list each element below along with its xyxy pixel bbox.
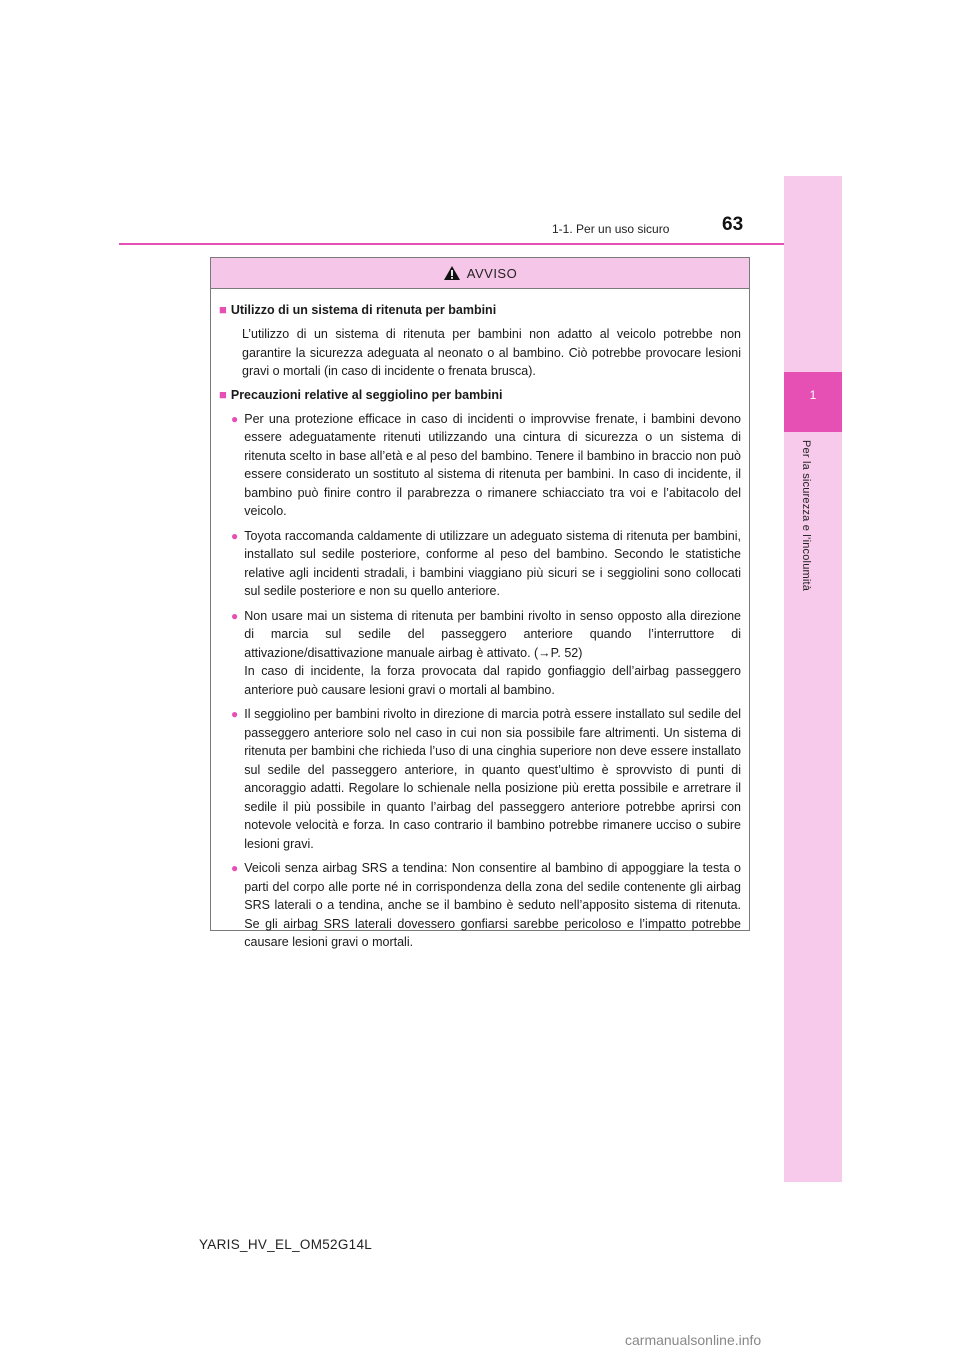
chapter-number: 1 [809,388,817,402]
chapter-active-marker [784,372,842,432]
section-heading-text: Utilizzo di un sistema di ritenuta per bambini [230,303,497,317]
section-heading-text: Precauzioni relative al seggiolino per bambini [230,387,503,402]
warning-body [211,289,749,952]
list-item [231,410,741,521]
section-heading [219,301,741,319]
document-code: YARIS_HV_EL_OM52G14L [199,1237,373,1252]
list-item [231,527,741,601]
list-item [231,859,741,952]
section-title: 1-1. Per un uso sicuro [552,222,670,236]
circle-bullet-icon: ● [231,528,239,543]
square-bullet-icon: ■ [219,302,227,317]
list-item-text: Veicoli senza airbag SRS a tendina: Non consentire al bambino di appoggiare la testa o parti del corpo alle porte né in corrispondenza della zona del sedile contenente gli airbag SRS laterali o a tendina, anche se il bambino è seduto nell’apposito sistema di ritenuta. Se gli airbag SRS laterali dovessero gonfiarsi sarebbe pericoloso e l’impatto potrebbe causare lesioni gravi o mortali. [244,861,741,949]
list-item [231,705,741,853]
watermark: carmanualsonline.info [625,1332,762,1348]
section-heading [219,386,741,404]
warning-header [211,258,749,289]
chapter-side-tab [784,176,842,1182]
list-item-text: Il seggiolino per bambini rivolto in direzione di marcia potrà essere installato sul sedile del passeggero anteriore solo nel caso in cui non sia possibile fare altrimenti. Un sistema di ritenuta per bambini che richieda l’uso di una cinghia superiore non deve essere installato sul sedile del passeggero anteriore, in quanto quest’ultimo è sprovvisto di punti di ancoraggio adatti. Regolare lo schienale nella posizione più eretta possibile e arretrare il sedile il più possibile in quanto l’airbag del passeggero anteriore potrebbe aprirsi con notevole velocità e forza. In caso contrario il bambino potrebbe rimanere ucciso o subire lesioni gravi. [244,707,741,851]
square-bullet-icon: ■ [219,386,227,402]
list-item-text: Toyota raccomanda caldamente di utilizzare un adeguato sistema di ritenuta per bambini, installato sul sedile posteriore, conforme al peso del bambino. Secondo le statistiche relative agli incidenti stradali, i bambini viaggiano più sicuri se i seggiolini sono collocati sul sedile posteriore e non su quello anteriore. [244,528,741,598]
section-paragraph: L’utilizzo di un sistema di ritenuta per bambini non adatto al veicolo potrebbe non garantire la sicurezza adeguata al neonato o al bambino. Ciò potrebbe provocare lesioni gravi o mortali (in caso di incidente o frenata brusca). [242,327,741,378]
page-number: 63 [722,214,744,235]
list-item-text: Non usare mai un sistema di ritenuta per bambini rivolto in senso opposto alla direzione di marcia sul sedile del passeggero anteriore quando l’interruttore di attivazione/disattivazione manuale airbag è attivato. (→P. 52) In caso di incidente, la forza provocata dal rapido gonfiaggio dell’airbag passeggero anteriore può causare lesioni gravi o mortali al bambino. [244,608,741,697]
warning-title: AVVISO [466,265,518,281]
circle-bullet-icon: ● [231,608,239,623]
chapter-label: Per la sicurezza e l’incolumità [800,440,812,592]
list-item [231,607,741,700]
circle-bullet-icon: ● [231,411,239,426]
circle-bullet-icon: ● [231,707,239,721]
list-item-text: Per una protezione efficace in caso di incidenti o improvvise frenate, i bambini devono essere adeguatamente ritenuti utilizzando una cintura di sicurezza o un sistema di ritenuta scelto in base all’età e al peso del bambino. Tenere il bambino in braccio non può essere considerato un sostituto al sistema di ritenuta per bambini. In caso di incidente, il bambino può finire contro il parabrezza o rimanere schiacciato tra voi e l’abitacolo del veicolo. [244,411,741,518]
header-rule [119,243,784,245]
warning-triangle-icon [443,265,461,281]
circle-bullet-icon: ● [231,861,239,875]
warning-box [210,257,750,949]
